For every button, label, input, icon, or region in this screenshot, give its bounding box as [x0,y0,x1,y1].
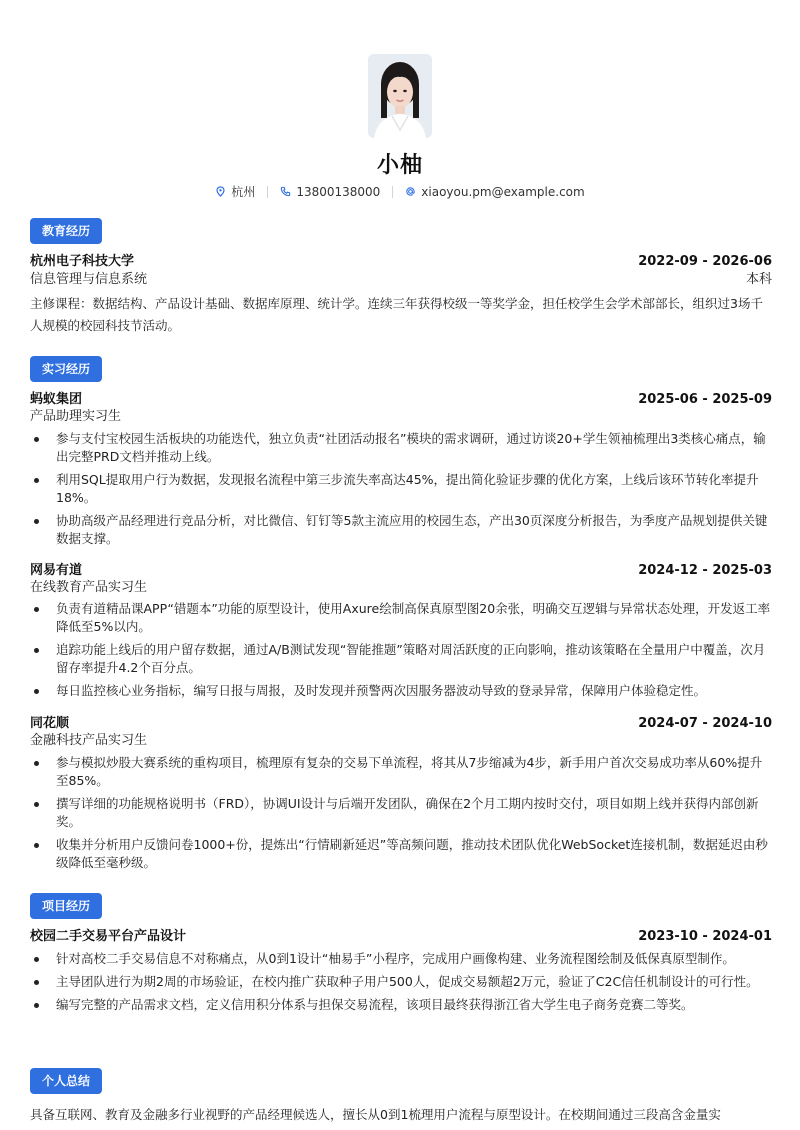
education-dates: 2022-09 - 2026-06 [638,254,772,269]
internship-header [30,562,772,580]
major-name: 信息管理与信息系统 [30,272,148,287]
internship-role: 在线教育产品实习生 [30,580,148,595]
contact-divider [267,186,268,198]
phone-text[interactable]: 13800138000 [296,184,381,199]
list-item: 负责有道精品课APP“错题本”功能的原型设计，使用Axure绘制高保真原型图20余张，明确交互逻辑与异常状态处理，开发返工率降低至5%以内。 [30,600,772,636]
list-item: 参与模拟炒股大赛系统的重构项目，梳理原有复杂的交易下单流程，将其从7步缩减为4步，新手用户首次交易成功率从60%提升至85%。 [30,754,772,790]
degree-name: 本科 [745,272,772,287]
list-item: 参与支付宝校园生活板块的功能迭代，独立负责“社团活动报名”模块的需求调研，通过访谈20+学生领袖梳理出3类核心痛点，输出完整PRD文档并推动上线。 [30,430,772,466]
contact-divider [392,186,393,198]
summary-text: 具备互联网、教育及金融多行业视野的产品经理候选人，擅长从0到1梳理用户流程与原型设计。在校期间通过三段高含金量实 [30,1107,721,1122]
list-item: 利用SQL提取用户行为数据，发现报名流程中第三步流失率高达45%，提出简化验证步骤的优化方案，上线后该环节转化率提升18%。 [30,471,772,507]
internship-bullets [30,430,772,553]
education-description: 主修课程：数据结构、产品设计基础、数据库原理、统计学。连续三年获得校级一等奖学金，担任校学生会学术部部长，组织过3场千人规模的校园科技节活动。 [30,296,763,333]
list-item: 每日监控核心业务指标，编写日报与周报，及时发现并预警两次因服务器波动导致的登录异常，保障用户体验稳定性。 [30,682,772,700]
internship-dates: 2024-07 - 2024-10 [638,716,772,731]
internship-role-row [30,732,772,750]
at-icon [405,186,416,197]
list-item: 针对高校二手交易信息不对称痛点，从0到1设计“柚易手”小程序，完成用户画像构建、业务流程图绘制及低保真原型制作。 [30,950,772,968]
internship-role-row [30,408,772,426]
email-text[interactable]: xiaoyou.pm@example.com [421,184,585,199]
project-header [30,928,772,946]
list-item: 追踪功能上线后的用户留存数据，通过A/B测试发现“智能推题”策略对周活跃度的正向影响，推动该策略在全量用户中覆盖，次月留存率提升4.2个百分点。 [30,641,772,677]
list-item: 撰写详细的功能规格说明书（FRD），协调UI设计与后端开发团队，确保在2个月工期内按时交付，项目如期上线并获得内部创新奖。 [30,795,772,831]
internship-bullets [30,754,772,877]
company-name: 同花顺 [30,716,70,731]
map-pin-icon [215,186,226,197]
project-title: 校园二手交易平台产品设计 [30,929,187,944]
list-item: 收集并分析用户反馈问卷1000+份，提炼出“行情刷新延迟”等高频问题，推动技术团队优化WebSocket连接机制，数据延迟由秒级降低至毫秒级。 [30,836,772,872]
school-name: 杭州电子科技大学 [30,254,135,269]
list-item: 主导团队进行为期2周的市场验证，在校内推广获取种子用户500人，促成交易额超2万元，验证了C2C信任机制设计的可行性。 [30,973,772,991]
education-subheader [30,271,772,289]
contact-bar [0,183,800,200]
candidate-name: 小柚 [376,153,423,178]
contact-location [215,183,255,200]
internship-header [30,391,772,409]
avatar [368,54,432,138]
internship-role: 产品助理实习生 [30,409,122,424]
internship-role-row [30,579,772,597]
section-badge-internship: 实习经历 [30,356,102,382]
internship-header [30,715,772,733]
internship-dates: 2025-06 - 2025-09 [638,392,772,407]
phone-icon [280,186,291,197]
section-badge-summary: 个人总结 [30,1068,102,1094]
project-dates: 2023-10 - 2024-01 [638,929,772,944]
project-bullets [30,950,772,1019]
list-item: 编写完整的产品需求文档，定义信用积分体系与担保交易流程，该项目最终获得浙江省大学生电子商务竞赛二等奖。 [30,996,772,1014]
location-text: 杭州 [231,185,256,199]
contact-phone [280,185,380,199]
contact-email [405,185,584,199]
section-badge-education: 教育经历 [30,218,102,244]
company-name: 网易有道 [30,563,83,578]
profile-photo [368,54,432,138]
education-header [30,253,772,271]
company-name: 蚂蚁集团 [30,392,83,407]
section-badge-project: 项目经历 [30,893,102,919]
internship-dates: 2024-12 - 2025-03 [638,563,772,578]
internship-bullets [30,600,772,705]
list-item: 协助高级产品经理进行竞品分析，对比微信、钉钉等5款主流应用的校园生态，产出30页深度分析报告，为季度产品规划提供关键数据支撑。 [30,512,772,548]
internship-role: 金融科技产品实习生 [30,733,148,748]
